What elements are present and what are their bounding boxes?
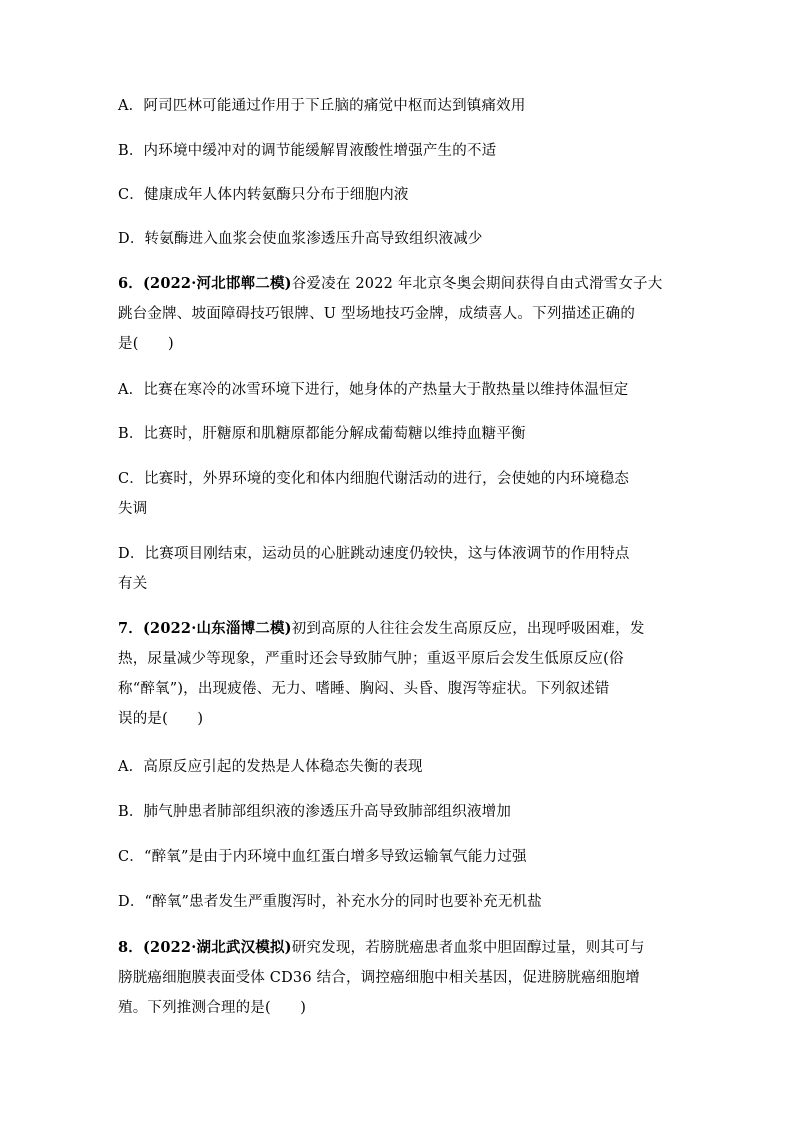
q7-number: 7． (118, 620, 143, 637)
q6-stem-line-2: 跳台金牌、坡面障碍技巧银牌、U 型场地技巧金牌，成绩喜人。下列描述正确的 (118, 306, 636, 322)
q7-stem-line-2: 热，尿量减少等现象，严重时还会导致肺气肿；重返平原后会发生低原反应(俗 (118, 651, 624, 667)
q6-stem-text: 谷爱凌在 2022 年北京冬奥会期间获得自由式滑雪女子大 (291, 276, 663, 292)
q7-stem-line-4: 误的是( ) (118, 711, 204, 727)
q8-stem-line-1 (118, 938, 678, 958)
q6-option-c-line-1: C．比赛时，外界环境的变化和体内细胞代谢活动的进行，会使她的内环境稳态 (118, 471, 630, 487)
q6-option-d-line-1: D．比赛项目刚结束，运动员的心脏跳动速度仍较快，这与体液调节的作用特点 (118, 546, 630, 562)
q8-source: (2022·湖北武汉模拟) (143, 939, 292, 956)
q7-stem-text: 初到高原的人往往会发生高原反应，出现呼吸困难，发 (291, 621, 645, 637)
q5-option-c: C．健康成年人体内转氨酶只分布于细胞内液 (118, 187, 409, 203)
q6-stem-line-3: 是( ) (118, 336, 174, 352)
q8-stem-line-3: 殖。下列推测合理的是( ) (118, 1000, 307, 1016)
q5-option-d: D．转氨酶进入血浆会使血浆渗透压升高导致组织液减少 (118, 231, 483, 247)
q7-source: (2022·山东淄博二模) (143, 620, 292, 637)
q6-option-c-line-2: 失调 (118, 501, 148, 517)
q6-option-a: A．比赛在寒冷的冰雪环境下进行，她身体的产热量大于散热量以维持体温恒定 (118, 382, 629, 398)
q6-number: 6． (118, 275, 143, 292)
q8-stem-line-2: 膀胱癌细胞膜表面受体 CD36 结合，调控癌细胞中相关基因，促进膀胱癌细胞增 (118, 970, 640, 986)
q7-option-c: C．“醉氧”是由于内环境中血红蛋白增多导致运输氧气能力过强 (118, 849, 527, 865)
q7-option-a: A．高原反应引起的发热是人体稳态失衡的表现 (118, 759, 423, 775)
q7-stem-line-1 (118, 619, 678, 639)
q6-stem-line-1 (118, 274, 678, 294)
q8-stem-text: 研究发现，若膀胱癌患者血浆中胆固醇过量，则其可与 (291, 940, 645, 956)
q6-option-b: B．比赛时，肝糖原和肌糖原都能分解成葡萄糖以维持血糖平衡 (118, 426, 526, 442)
q5-option-a: A．阿司匹林可能通过作用于下丘脑的痛觉中枢而达到镇痛效用 (118, 98, 526, 114)
q7-stem-line-3: 称“醉氧”)，出现疲倦、无力、嗜睡、胸闷、头昏、腹泻等症状。下列叙述错 (118, 681, 610, 697)
q5-option-b: B．内环境中缓冲对的调节能缓解胃液酸性增强产生的不适 (118, 143, 497, 159)
q6-option-d-line-2: 有关 (118, 576, 148, 592)
q7-option-d: D．“醉氧”患者发生严重腹泻时，补充水分的同时也要补充无机盐 (118, 894, 542, 910)
q8-number: 8． (118, 939, 143, 956)
q7-option-b: B．肺气肿患者肺部组织液的渗透压升高导致肺部组织液增加 (118, 804, 512, 820)
q6-source: (2022·河北邯郸二模) (143, 275, 292, 292)
